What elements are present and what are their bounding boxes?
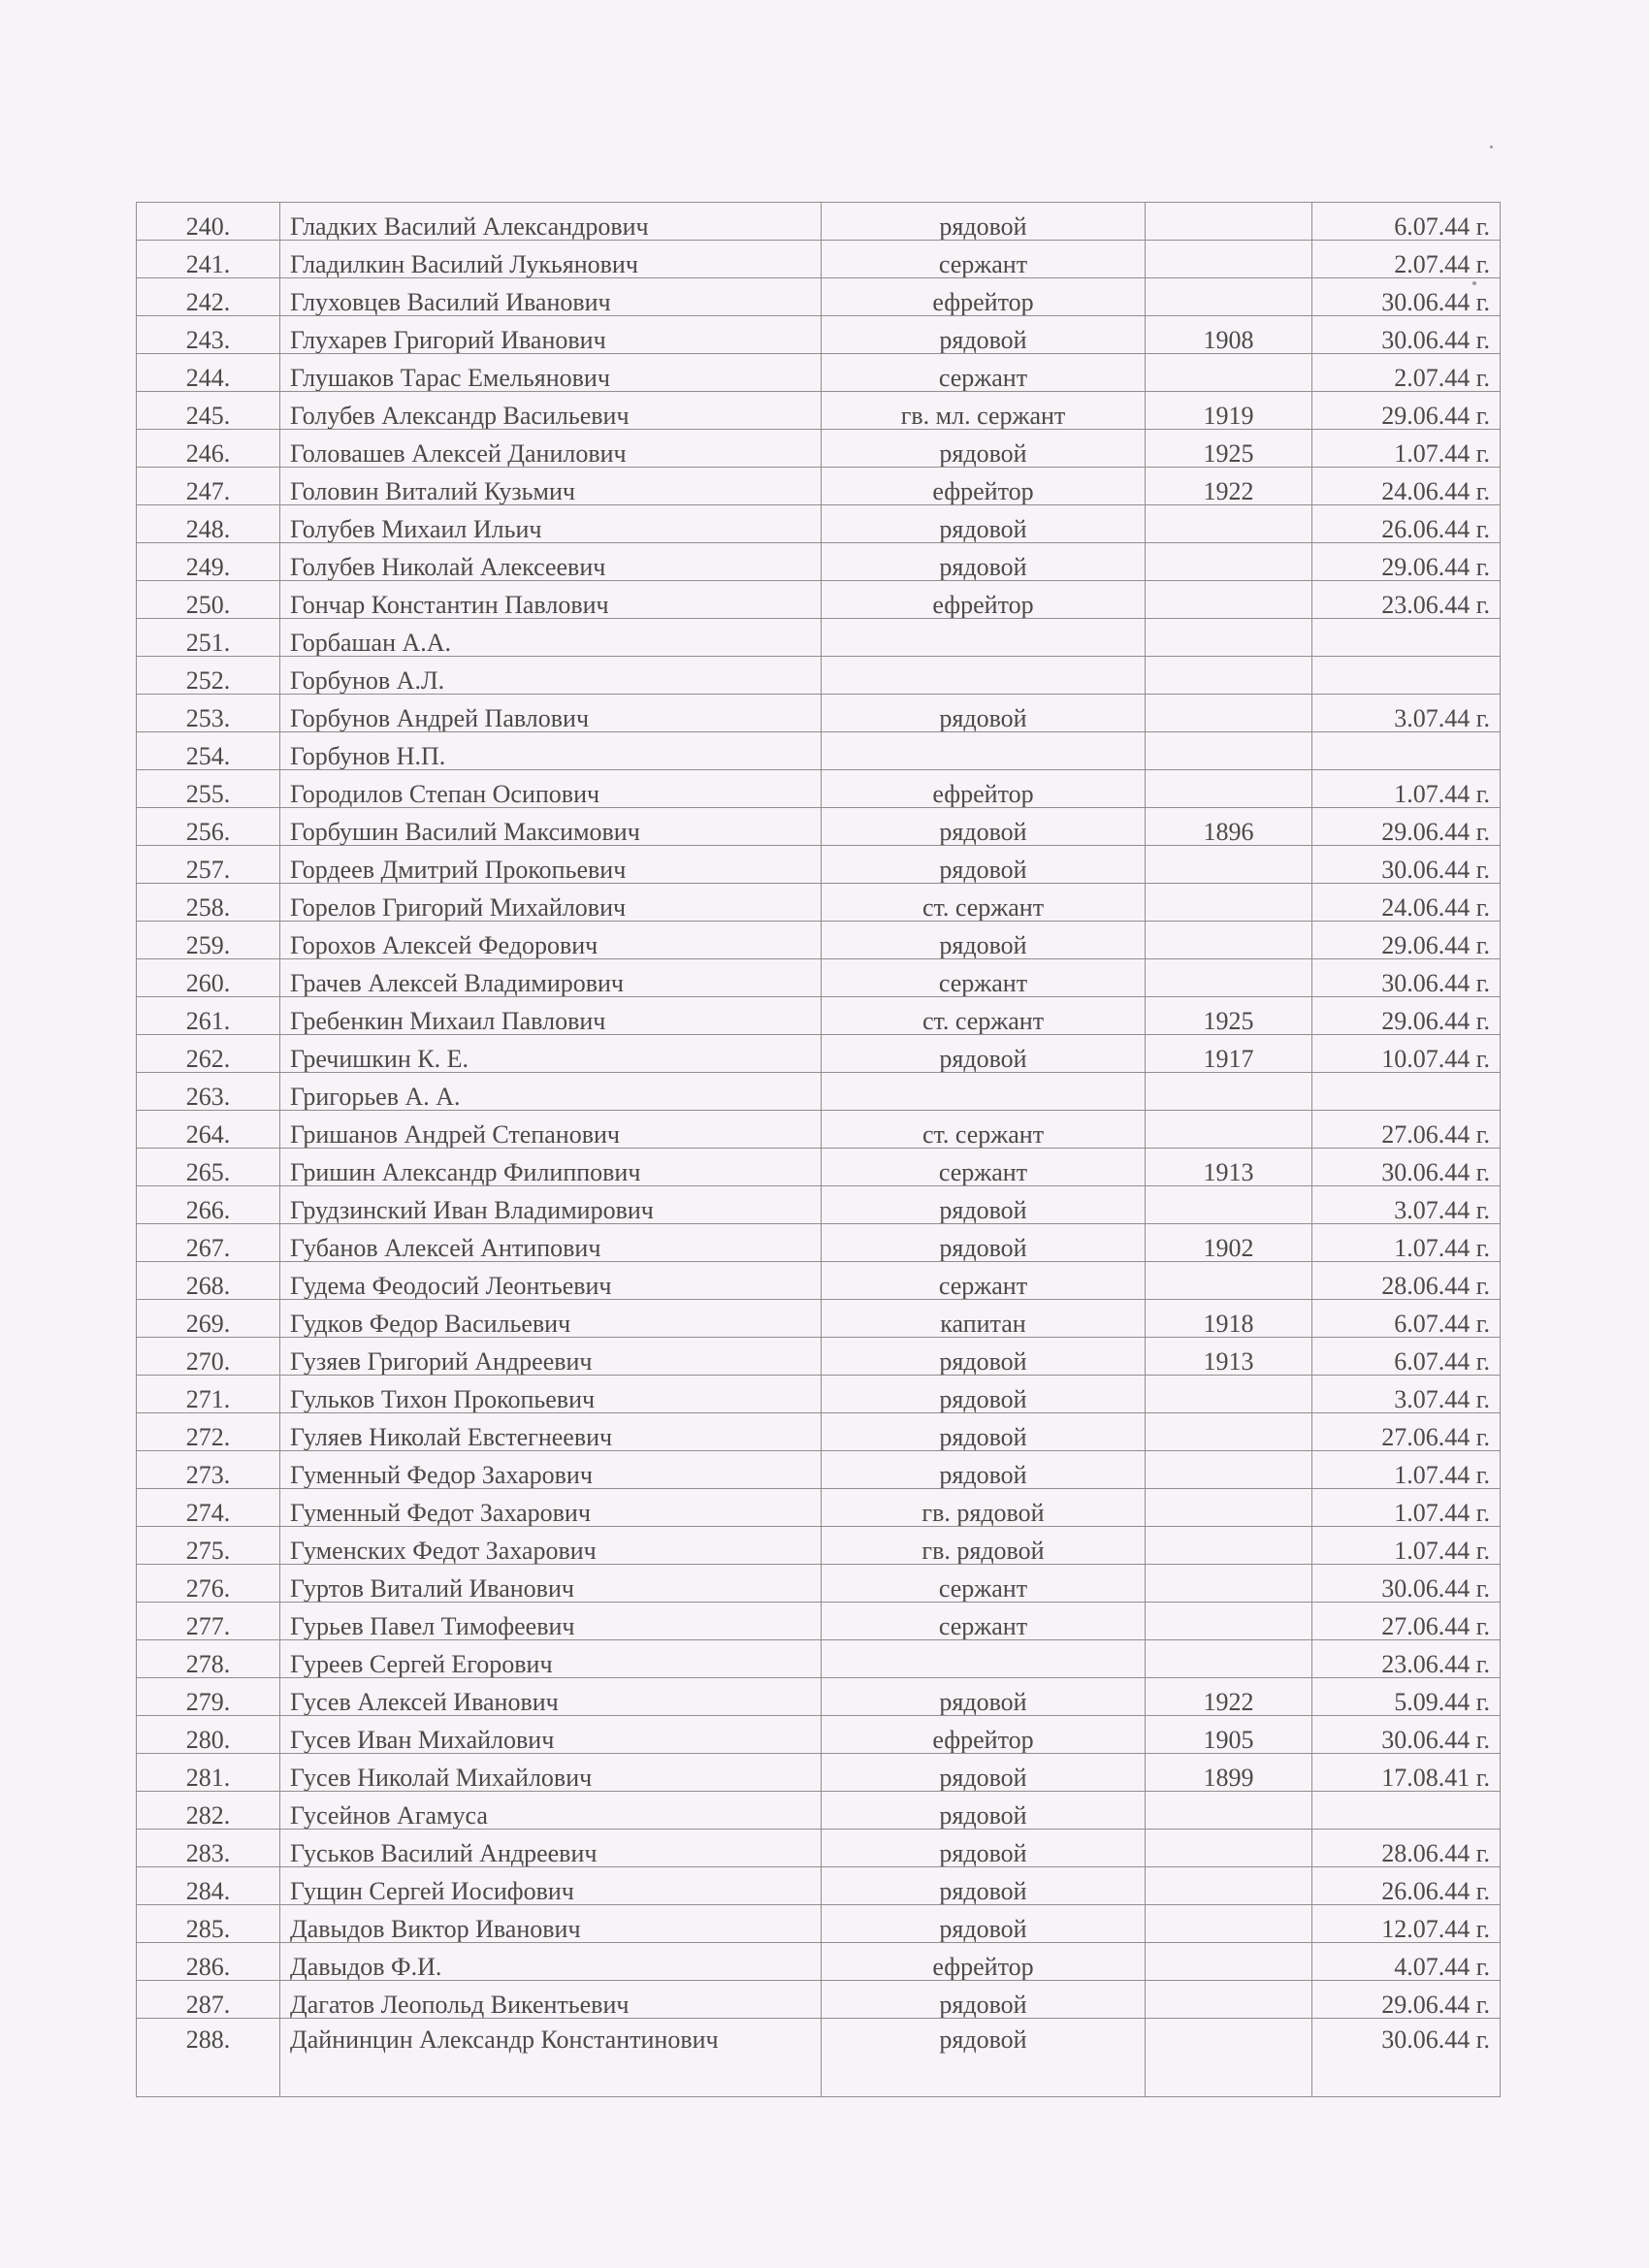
birth-year <box>1146 1867 1312 1905</box>
birth-year <box>1146 1489 1312 1527</box>
soldier-name: Гурьев Павел Тимофеевич <box>280 1603 822 1640</box>
military-rank: рядовой <box>822 1867 1146 1905</box>
date-of-death: 12.07.44 г. <box>1312 1905 1501 1943</box>
date-of-death: 1.07.44 г. <box>1312 1527 1501 1565</box>
date-of-death: 27.06.44 г. <box>1312 1603 1501 1640</box>
row-number: 262. <box>137 1035 280 1073</box>
soldier-name: Глухарев Григорий Иванович <box>280 316 822 354</box>
row-number: 258. <box>137 884 280 922</box>
soldier-name: Гуменских Федот Захарович <box>280 1527 822 1565</box>
date-of-death: 23.06.44 г. <box>1312 1640 1501 1678</box>
birth-year <box>1146 884 1312 922</box>
row-number: 243. <box>137 316 280 354</box>
date-of-death <box>1312 619 1501 657</box>
casualty-roster-table <box>136 202 1501 2097</box>
soldier-name: Городилов Степан Осипович <box>280 770 822 808</box>
date-of-death: 1.07.44 г. <box>1312 430 1501 468</box>
date-of-death: 30.06.44 г. <box>1312 959 1501 997</box>
birth-year <box>1146 505 1312 543</box>
table-row <box>137 241 1501 278</box>
soldier-name: Гладких Василий Александрович <box>280 203 822 241</box>
row-number: 250. <box>137 581 280 619</box>
soldier-name: Гусев Иван Михайлович <box>280 1716 822 1754</box>
soldier-name: Гречишкин К. Е. <box>280 1035 822 1073</box>
row-number: 256. <box>137 808 280 846</box>
row-number: 260. <box>137 959 280 997</box>
soldier-name: Горбушин Василий Максимович <box>280 808 822 846</box>
birth-year: 1918 <box>1146 1300 1312 1338</box>
table-row <box>137 619 1501 657</box>
soldier-name: Голубев Михаил Ильич <box>280 505 822 543</box>
birth-year <box>1146 846 1312 884</box>
military-rank <box>822 657 1146 695</box>
soldier-name: Гончар Константин Павлович <box>280 581 822 619</box>
soldier-name: Горбунов Андрей Павлович <box>280 695 822 732</box>
table-row <box>137 1792 1501 1830</box>
row-number: 244. <box>137 354 280 392</box>
date-of-death: 29.06.44 г. <box>1312 997 1501 1035</box>
table-row <box>137 1603 1501 1640</box>
row-number: 273. <box>137 1451 280 1489</box>
birth-year <box>1146 1527 1312 1565</box>
row-number: 253. <box>137 695 280 732</box>
date-of-death: 29.06.44 г. <box>1312 392 1501 430</box>
row-number: 278. <box>137 1640 280 1678</box>
birth-year <box>1146 1981 1312 2019</box>
soldier-name: Дайнинцин Александр Константинович <box>280 2019 822 2097</box>
soldier-name: Гуртов Виталий Иванович <box>280 1565 822 1603</box>
soldier-name: Григорьев А. А. <box>280 1073 822 1111</box>
birth-year <box>1146 1830 1312 1867</box>
soldier-name: Гусев Николай Михайлович <box>280 1754 822 1792</box>
row-number: 282. <box>137 1792 280 1830</box>
table-row <box>137 1149 1501 1186</box>
row-number: 259. <box>137 922 280 959</box>
soldier-name: Горохов Алексей Федорович <box>280 922 822 959</box>
table-row <box>137 1413 1501 1451</box>
date-of-death: 17.08.41 г. <box>1312 1754 1501 1792</box>
soldier-name: Гришин Александр Филиппович <box>280 1149 822 1186</box>
table-row <box>137 581 1501 619</box>
date-of-death: 29.06.44 г. <box>1312 543 1501 581</box>
birth-year <box>1146 732 1312 770</box>
date-of-death <box>1312 657 1501 695</box>
soldier-name: Гуляев Николай Евстегнеевич <box>280 1413 822 1451</box>
row-number: 247. <box>137 468 280 505</box>
military-rank: ст. сержант <box>822 884 1146 922</box>
row-number: 246. <box>137 430 280 468</box>
birth-year <box>1146 1943 1312 1981</box>
birth-year: 1908 <box>1146 316 1312 354</box>
soldier-name: Давыдов Виктор Иванович <box>280 1905 822 1943</box>
table-row <box>137 959 1501 997</box>
row-number: 263. <box>137 1073 280 1111</box>
row-number: 270. <box>137 1338 280 1376</box>
military-rank: ефрейтор <box>822 1716 1146 1754</box>
soldier-name: Голубев Александр Васильевич <box>280 392 822 430</box>
military-rank: рядовой <box>822 505 1146 543</box>
military-rank: ефрейтор <box>822 1943 1146 1981</box>
military-rank: ст. сержант <box>822 1111 1146 1149</box>
table-row <box>137 1905 1501 1943</box>
birth-year <box>1146 1186 1312 1224</box>
military-rank: сержант <box>822 1149 1146 1186</box>
row-number: 276. <box>137 1565 280 1603</box>
birth-year <box>1146 1451 1312 1489</box>
military-rank: рядовой <box>822 1338 1146 1376</box>
table-row <box>137 278 1501 316</box>
table-row <box>137 1262 1501 1300</box>
row-number: 288. <box>137 2019 280 2097</box>
birth-year: 1905 <box>1146 1716 1312 1754</box>
table-row <box>137 1678 1501 1716</box>
date-of-death: 2.07.44 г. <box>1312 241 1501 278</box>
date-of-death: 6.07.44 г. <box>1312 1338 1501 1376</box>
date-of-death: 10.07.44 г. <box>1312 1035 1501 1073</box>
date-of-death: 30.06.44 г. <box>1312 1149 1501 1186</box>
roster-body <box>137 203 1501 2097</box>
military-rank: рядовой <box>822 695 1146 732</box>
military-rank: рядовой <box>822 1224 1146 1262</box>
table-row <box>137 1224 1501 1262</box>
military-rank: рядовой <box>822 1754 1146 1792</box>
row-number: 274. <box>137 1489 280 1527</box>
birth-year <box>1146 1413 1312 1451</box>
table-row <box>137 1338 1501 1376</box>
birth-year <box>1146 770 1312 808</box>
birth-year <box>1146 1073 1312 1111</box>
table-row <box>137 657 1501 695</box>
row-number: 268. <box>137 1262 280 1300</box>
table-row <box>137 1565 1501 1603</box>
birth-year <box>1146 1565 1312 1603</box>
table-row <box>137 316 1501 354</box>
military-rank: гв. мл. сержант <box>822 392 1146 430</box>
row-number: 271. <box>137 1376 280 1413</box>
birth-year <box>1146 1111 1312 1149</box>
row-number: 267. <box>137 1224 280 1262</box>
soldier-name: Горбунов А.Л. <box>280 657 822 695</box>
table-row <box>137 1716 1501 1754</box>
birth-year: 1902 <box>1146 1224 1312 1262</box>
birth-year <box>1146 1640 1312 1678</box>
military-rank: ефрейтор <box>822 581 1146 619</box>
military-rank: ефрейтор <box>822 770 1146 808</box>
military-rank: рядовой <box>822 430 1146 468</box>
table-row <box>137 884 1501 922</box>
soldier-name: Гусейнов Агамуса <box>280 1792 822 1830</box>
date-of-death: 24.06.44 г. <box>1312 468 1501 505</box>
soldier-name: Головашев Алексей Данилович <box>280 430 822 468</box>
soldier-name: Гузяев Григорий Андреевич <box>280 1338 822 1376</box>
birth-year <box>1146 2019 1312 2097</box>
birth-year <box>1146 1376 1312 1413</box>
row-number: 240. <box>137 203 280 241</box>
date-of-death: 23.06.44 г. <box>1312 581 1501 619</box>
table-row <box>137 1527 1501 1565</box>
table-row <box>137 2019 1501 2097</box>
soldier-name: Дагатов Леопольд Викентьевич <box>280 1981 822 2019</box>
date-of-death: 1.07.44 г. <box>1312 770 1501 808</box>
row-number: 283. <box>137 1830 280 1867</box>
soldier-name: Гуменный Федот Захарович <box>280 1489 822 1527</box>
military-rank: рядовой <box>822 1792 1146 1830</box>
soldier-name: Давыдов Ф.И. <box>280 1943 822 1981</box>
military-rank: сержант <box>822 959 1146 997</box>
row-number: 249. <box>137 543 280 581</box>
birth-year: 1913 <box>1146 1338 1312 1376</box>
date-of-death: 24.06.44 г. <box>1312 884 1501 922</box>
date-of-death: 30.06.44 г. <box>1312 846 1501 884</box>
military-rank: рядовой <box>822 1376 1146 1413</box>
table-row <box>137 808 1501 846</box>
birth-year: 1899 <box>1146 1754 1312 1792</box>
soldier-name: Горбашан А.А. <box>280 619 822 657</box>
table-row <box>137 1981 1501 2019</box>
birth-year <box>1146 695 1312 732</box>
soldier-name: Горелов Григорий Михайлович <box>280 884 822 922</box>
military-rank: рядовой <box>822 1678 1146 1716</box>
date-of-death: 29.06.44 г. <box>1312 808 1501 846</box>
row-number: 287. <box>137 1981 280 2019</box>
table-row <box>137 1754 1501 1792</box>
birth-year <box>1146 1792 1312 1830</box>
row-number: 264. <box>137 1111 280 1149</box>
soldier-name: Гребенкин Михаил Павлович <box>280 997 822 1035</box>
military-rank: ефрейтор <box>822 278 1146 316</box>
date-of-death: 30.06.44 г. <box>1312 1565 1501 1603</box>
date-of-death: 6.07.44 г. <box>1312 1300 1501 1338</box>
birth-year <box>1146 922 1312 959</box>
soldier-name: Губанов Алексей Антипович <box>280 1224 822 1262</box>
table-row <box>137 846 1501 884</box>
table-row <box>137 1489 1501 1527</box>
date-of-death: 26.06.44 г. <box>1312 1867 1501 1905</box>
military-rank: ст. сержант <box>822 997 1146 1035</box>
birth-year <box>1146 581 1312 619</box>
date-of-death: 30.06.44 г. <box>1312 1716 1501 1754</box>
date-of-death: 30.06.44 г. <box>1312 2019 1501 2097</box>
soldier-name: Гришанов Андрей Степанович <box>280 1111 822 1149</box>
military-rank <box>822 732 1146 770</box>
military-rank: рядовой <box>822 808 1146 846</box>
birth-year <box>1146 278 1312 316</box>
military-rank <box>822 619 1146 657</box>
soldier-name: Голубев Николай Алексеевич <box>280 543 822 581</box>
soldier-name: Гудков Федор Васильевич <box>280 1300 822 1338</box>
birth-year: 1925 <box>1146 430 1312 468</box>
row-number: 251. <box>137 619 280 657</box>
table-row <box>137 1376 1501 1413</box>
row-number: 286. <box>137 1943 280 1981</box>
birth-year <box>1146 657 1312 695</box>
row-number: 285. <box>137 1905 280 1943</box>
row-number: 252. <box>137 657 280 695</box>
row-number: 255. <box>137 770 280 808</box>
birth-year <box>1146 543 1312 581</box>
table-row <box>137 1867 1501 1905</box>
date-of-death: 4.07.44 г. <box>1312 1943 1501 1981</box>
military-rank: рядовой <box>822 1981 1146 2019</box>
birth-year <box>1146 203 1312 241</box>
military-rank: рядовой <box>822 1186 1146 1224</box>
military-rank: ефрейтор <box>822 468 1146 505</box>
table-row <box>137 770 1501 808</box>
military-rank: гв. рядовой <box>822 1489 1146 1527</box>
birth-year: 1896 <box>1146 808 1312 846</box>
military-rank: рядовой <box>822 1905 1146 1943</box>
date-of-death: 3.07.44 г. <box>1312 695 1501 732</box>
soldier-name: Гуменный Федор Захарович <box>280 1451 822 1489</box>
date-of-death: 27.06.44 г. <box>1312 1111 1501 1149</box>
birth-year <box>1146 619 1312 657</box>
row-number: 242. <box>137 278 280 316</box>
military-rank: сержант <box>822 1262 1146 1300</box>
date-of-death: 1.07.44 г. <box>1312 1489 1501 1527</box>
date-of-death <box>1312 1792 1501 1830</box>
date-of-death <box>1312 1073 1501 1111</box>
row-number: 284. <box>137 1867 280 1905</box>
birth-year: 1917 <box>1146 1035 1312 1073</box>
date-of-death: 1.07.44 г. <box>1312 1451 1501 1489</box>
soldier-name: Гульков Тихон Прокопьевич <box>280 1376 822 1413</box>
soldier-name: Гордеев Дмитрий Прокопьевич <box>280 846 822 884</box>
date-of-death <box>1312 732 1501 770</box>
military-rank: рядовой <box>822 316 1146 354</box>
table-row <box>137 392 1501 430</box>
military-rank: рядовой <box>822 543 1146 581</box>
military-rank <box>822 1640 1146 1678</box>
date-of-death: 5.09.44 г. <box>1312 1678 1501 1716</box>
row-number: 279. <box>137 1678 280 1716</box>
date-of-death: 29.06.44 г. <box>1312 1981 1501 2019</box>
birth-year <box>1146 1603 1312 1640</box>
table-row <box>137 1111 1501 1149</box>
birth-year <box>1146 1905 1312 1943</box>
table-row <box>137 543 1501 581</box>
date-of-death: 30.06.44 г. <box>1312 316 1501 354</box>
military-rank: рядовой <box>822 1035 1146 1073</box>
row-number: 269. <box>137 1300 280 1338</box>
table-row <box>137 997 1501 1035</box>
table-row <box>137 1073 1501 1111</box>
soldier-name: Гуськов Василий Андреевич <box>280 1830 822 1867</box>
table-row <box>137 1035 1501 1073</box>
military-rank: рядовой <box>822 2019 1146 2097</box>
table-row <box>137 1830 1501 1867</box>
date-of-death: 3.07.44 г. <box>1312 1186 1501 1224</box>
military-rank <box>822 1073 1146 1111</box>
military-rank: рядовой <box>822 1830 1146 1867</box>
soldier-name: Горбунов Н.П. <box>280 732 822 770</box>
table-row <box>137 1943 1501 1981</box>
scan-speck <box>1490 146 1493 148</box>
soldier-name: Грудзинский Иван Владимирович <box>280 1186 822 1224</box>
row-number: 265. <box>137 1149 280 1186</box>
birth-year <box>1146 241 1312 278</box>
military-rank: гв. рядовой <box>822 1527 1146 1565</box>
date-of-death: 6.07.44 г. <box>1312 203 1501 241</box>
table-row <box>137 354 1501 392</box>
date-of-death: 28.06.44 г. <box>1312 1830 1501 1867</box>
date-of-death: 26.06.44 г. <box>1312 505 1501 543</box>
military-rank: рядовой <box>822 846 1146 884</box>
military-rank: капитан <box>822 1300 1146 1338</box>
table-row <box>137 430 1501 468</box>
row-number: 266. <box>137 1186 280 1224</box>
military-rank: рядовой <box>822 922 1146 959</box>
table-row <box>137 1186 1501 1224</box>
table-row <box>137 1640 1501 1678</box>
soldier-name: Гудема Феодосий Леонтьевич <box>280 1262 822 1300</box>
military-rank: сержант <box>822 354 1146 392</box>
birth-year: 1922 <box>1146 1678 1312 1716</box>
soldier-name: Гуреев Сергей Егорович <box>280 1640 822 1678</box>
soldier-name: Глуховцев Василий Иванович <box>280 278 822 316</box>
row-number: 281. <box>137 1754 280 1792</box>
birth-year <box>1146 1262 1312 1300</box>
birth-year: 1925 <box>1146 997 1312 1035</box>
row-number: 272. <box>137 1413 280 1451</box>
row-number: 241. <box>137 241 280 278</box>
row-number: 254. <box>137 732 280 770</box>
table-row <box>137 922 1501 959</box>
row-number: 248. <box>137 505 280 543</box>
birth-year: 1919 <box>1146 392 1312 430</box>
birth-year <box>1146 959 1312 997</box>
table-row <box>137 1451 1501 1489</box>
military-rank: сержант <box>822 1565 1146 1603</box>
row-number: 280. <box>137 1716 280 1754</box>
row-number: 257. <box>137 846 280 884</box>
table-row <box>137 695 1501 732</box>
date-of-death: 27.06.44 г. <box>1312 1413 1501 1451</box>
date-of-death: 30.06.44 г. <box>1312 278 1501 316</box>
table-row <box>137 203 1501 241</box>
soldier-name: Гусев Алексей Иванович <box>280 1678 822 1716</box>
soldier-name: Глушаков Тарас Емельянович <box>280 354 822 392</box>
row-number: 277. <box>137 1603 280 1640</box>
table-row <box>137 1300 1501 1338</box>
row-number: 275. <box>137 1527 280 1565</box>
birth-year <box>1146 354 1312 392</box>
date-of-death: 29.06.44 г. <box>1312 922 1501 959</box>
table-row <box>137 732 1501 770</box>
birth-year: 1913 <box>1146 1149 1312 1186</box>
date-of-death: 2.07.44 г. <box>1312 354 1501 392</box>
soldier-name: Гладилкин Василий Лукьянович <box>280 241 822 278</box>
military-rank: рядовой <box>822 1451 1146 1489</box>
military-rank: рядовой <box>822 1413 1146 1451</box>
birth-year: 1922 <box>1146 468 1312 505</box>
table-row <box>137 468 1501 505</box>
soldier-name: Гущин Сергей Иосифович <box>280 1867 822 1905</box>
date-of-death: 28.06.44 г. <box>1312 1262 1501 1300</box>
soldier-name: Головин Виталий Кузьмич <box>280 468 822 505</box>
military-rank: сержант <box>822 241 1146 278</box>
military-rank: сержант <box>822 1603 1146 1640</box>
military-rank: рядовой <box>822 203 1146 241</box>
table-row <box>137 505 1501 543</box>
date-of-death: 1.07.44 г. <box>1312 1224 1501 1262</box>
date-of-death: 3.07.44 г. <box>1312 1376 1501 1413</box>
soldier-name: Грачев Алексей Владимирович <box>280 959 822 997</box>
row-number: 261. <box>137 997 280 1035</box>
row-number: 245. <box>137 392 280 430</box>
